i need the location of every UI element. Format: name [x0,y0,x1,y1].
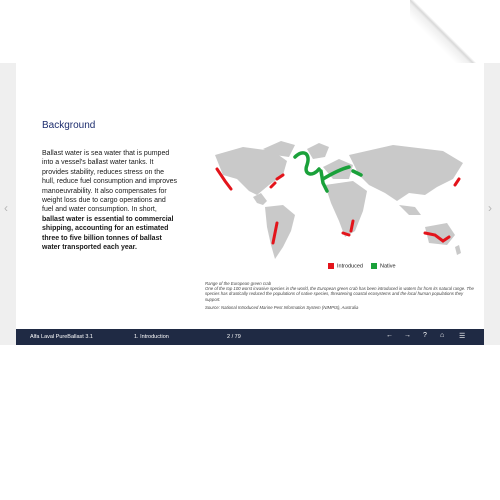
world-map-image [203,135,473,265]
map-legend [328,263,396,269]
home-icon[interactable]: ⌂ [440,332,445,339]
map-caption [205,281,475,313]
slide-title: Background [42,120,96,131]
native-swatch [371,263,377,269]
legend-native: Native [371,263,396,269]
arrow-right-icon[interactable]: → [404,332,411,339]
slide [16,63,484,329]
bottom-navigation-bar [16,329,484,345]
slide-body-text [42,149,178,252]
body-text-bold: ballast water is essential to commercial shipping, accounting for an estimated three to five billion tonnes of ballast water transported each year. [42,215,174,252]
course-title: Alfa Laval PureBallast 3.1 [30,334,93,340]
caption-source: Source: National Introduced Marine Pest Information System (NIMPIS), Australia [205,304,359,310]
page-indicator: 2 / 79 [227,334,241,340]
next-slide-button[interactable]: › [488,201,492,215]
introduced-swatch [328,263,334,269]
legend-introduced: Introduced [328,263,363,269]
help-icon[interactable]: ? [423,332,427,339]
caption-text: One of the top 100 worst invasive species in the world, the European green crab has been introduced in waters far from its natural range. The species has drastically reduced the populations of native species, threatening coastal ecosystems and the local human populations they support. [205,286,474,302]
slide-viewer [0,63,500,345]
chapter-label: 1. Introduction [134,334,169,340]
caption-title: Range of the European green crab [205,281,272,286]
body-text-plain: Ballast water is sea water that is pumped into a vessel's ballast water tanks. It provides stability, reduces stress on the hull, reduce fuel consumption and improves manoeuvrability. It also compensates for weight loss due to cargo operations and fuel and water consumption. In short, [42,150,178,214]
menu-icon[interactable]: ☰ [459,333,466,340]
previous-slide-button[interactable]: ‹ [4,201,8,215]
arrow-left-icon[interactable]: ← [386,332,393,339]
land-masses [215,141,463,259]
